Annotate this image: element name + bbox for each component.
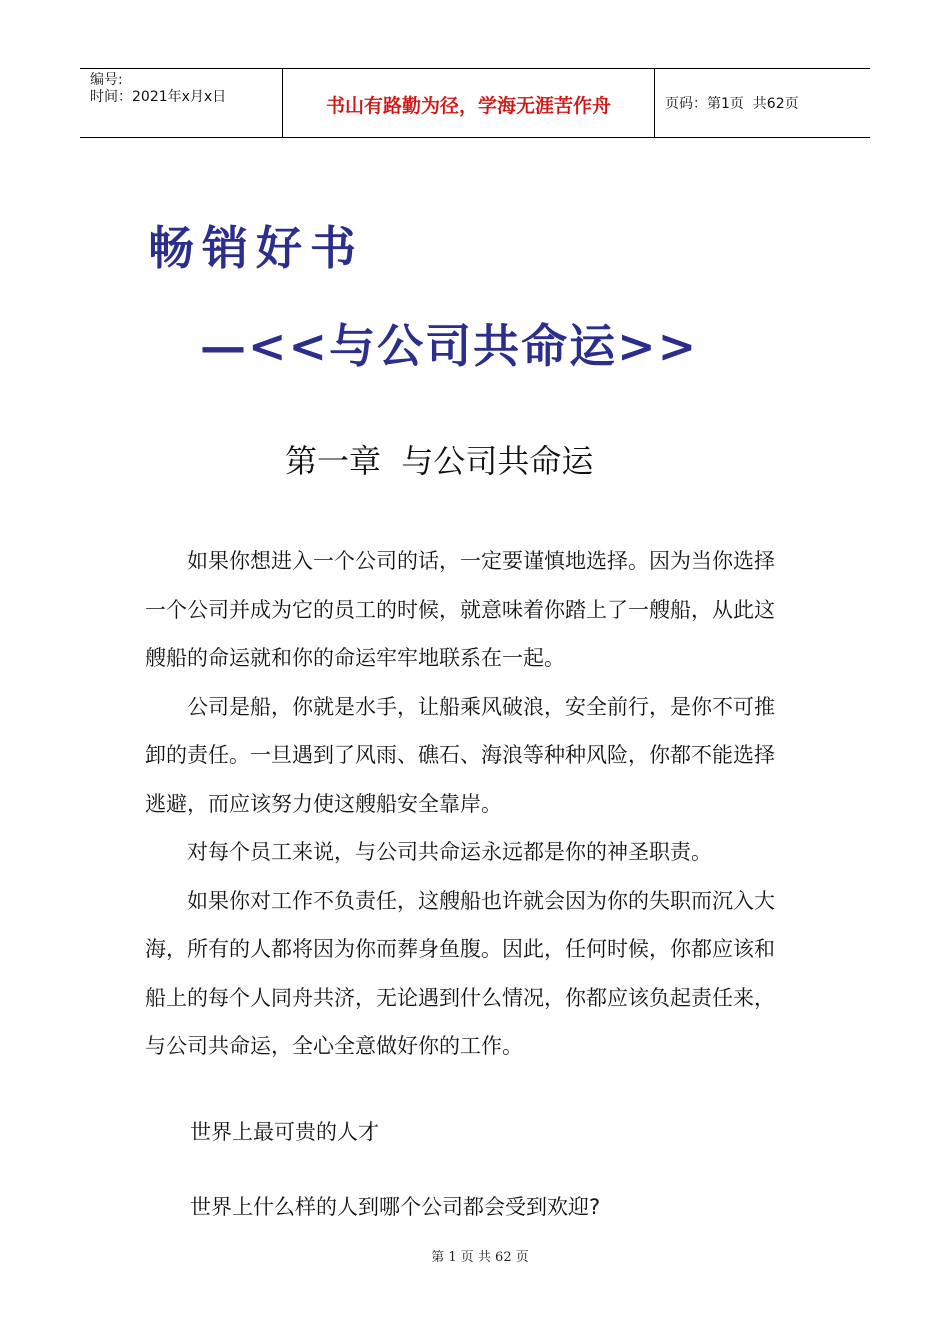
time-label: 时间：2021年x月x日 <box>90 89 227 105</box>
paragraph: 如果你想进入一个公司的话，一定要谨慎地选择。因为当你选择一个公司并成为它的员工的时候，就意味着你踏上了一艘船，从此这艘船的命运就和你的命运牢牢地联系在一起。 <box>145 549 775 670</box>
number-label: 编号: <box>90 72 123 88</box>
page-info-text: 页码：第1页 共62页 <box>665 96 799 112</box>
section-heading: 世界上最可贵的人才 <box>190 1120 379 1144</box>
paragraph: 对每个员工来说，与公司共命运永远都是你的神圣职责。 <box>187 840 712 864</box>
document-subtitle: —<<与公司共命运>> <box>200 319 699 373</box>
question-line: 世界上什么样的人到哪个公司都会受到欢迎? <box>190 1195 601 1219</box>
header-page-info <box>655 69 870 137</box>
chapter-title: 第一章 与公司共命运 <box>285 442 594 480</box>
header-meta <box>80 69 282 137</box>
paragraph: 如果你对工作不负责任，这艘船也许就会因为你的失职而沉入大海，所有的人都将因为你而葬身鱼腹。因此，任何时候，你都应该和船上的每个人同舟共济，无论遇到什么情况，你都应该负起责任来，与公司共命运，全心全意做好你的工作。 <box>145 888 775 1058</box>
motto-text: 书山有路勤为径，学海无涯苦作舟 <box>325 94 611 117</box>
header-motto <box>282 69 655 137</box>
body-text <box>145 537 793 1071</box>
page-footer: 第 1 页 共 62 页 <box>431 1250 529 1265</box>
document-header <box>80 68 870 138</box>
paragraph: 公司是船，你就是水手，让船乘风破浪，安全前行，是你不可推卸的责任。一旦遇到了风雨、礁石、海浪等种种风险，你都不能选择逃避，而应该努力使这艘船安全靠岸。 <box>145 694 775 816</box>
document-title: 畅销好书 <box>148 221 364 275</box>
